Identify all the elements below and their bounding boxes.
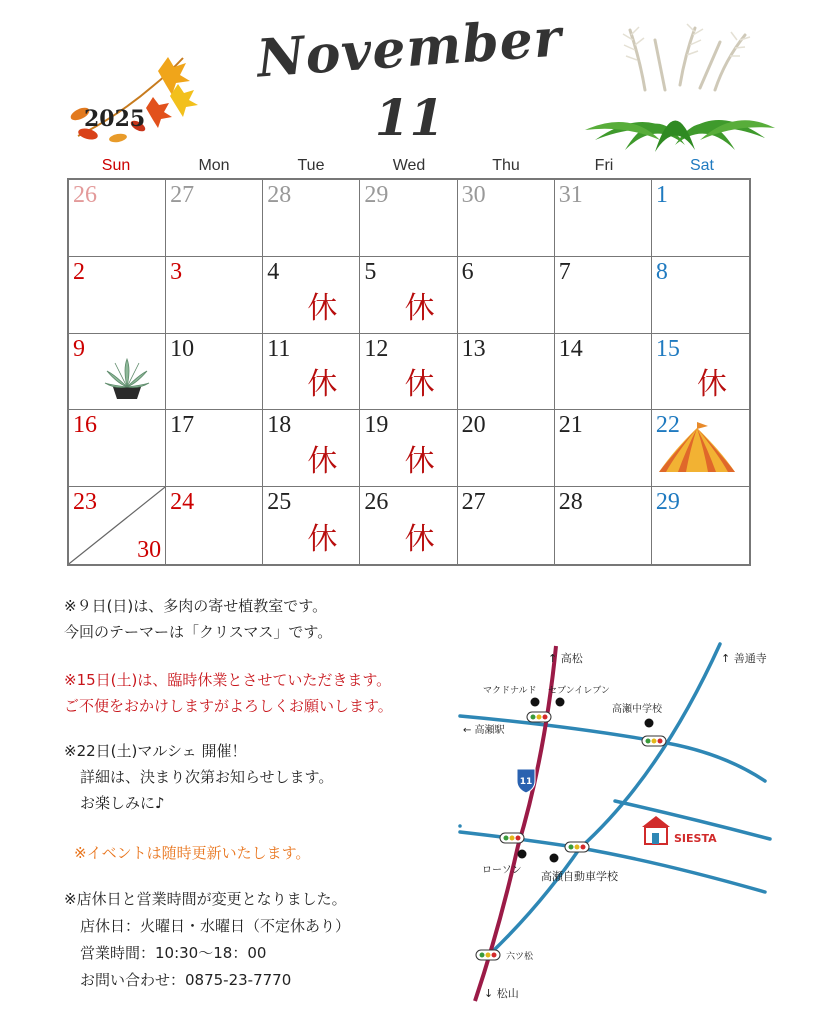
- day-number: 9: [73, 335, 85, 362]
- day-number: 19: [364, 412, 389, 439]
- day-cell: [458, 410, 555, 487]
- marche-note-line1: ※22日(土)マルシェ 開催！: [64, 742, 247, 760]
- day-number: 21: [558, 412, 583, 439]
- day-cell: [555, 180, 652, 257]
- day-cell: [263, 257, 360, 334]
- day-number: 10: [170, 335, 195, 362]
- calendar-grid: [67, 178, 751, 566]
- closure-note-line1: ※15日(土)は、臨時休業とさせていただきます。: [64, 671, 392, 689]
- closed-mark: 休: [404, 444, 435, 480]
- day-number: 4: [267, 258, 280, 285]
- map-label-matsuyama: ↓ 松山: [484, 987, 519, 1000]
- traffic-light-icon: [527, 712, 551, 722]
- closed-mark: 休: [307, 444, 338, 480]
- day-number: 31: [558, 182, 583, 208]
- closed-mark: 休: [697, 367, 727, 403]
- day-cell: [555, 410, 652, 487]
- day-cell: [166, 410, 263, 487]
- month-number: 11: [374, 88, 445, 147]
- day-number: 2: [73, 258, 85, 285]
- day-cell: [652, 180, 749, 257]
- seven-eleven-marker: [556, 698, 565, 707]
- day-cell: [69, 334, 166, 411]
- day-cell: [263, 180, 360, 257]
- day-number: 23: [73, 489, 97, 516]
- route-number: 11: [519, 777, 533, 787]
- day-number: 1: [655, 182, 668, 208]
- workshop-note-line1: ※９日(日)は、多肉の寄せ植教室です。: [64, 597, 328, 615]
- day-cell: [69, 257, 166, 334]
- day-cell: [69, 410, 166, 487]
- day-cell: [458, 180, 555, 257]
- closed-mark: 休: [404, 290, 435, 326]
- driving-school-marker: [550, 854, 559, 863]
- day-number: 3: [170, 258, 183, 285]
- day-number: 15: [655, 335, 680, 362]
- marche-note-line3: お楽しみに♪: [80, 794, 165, 812]
- day-number: 25: [267, 489, 292, 516]
- day-number: 8: [655, 258, 668, 285]
- traffic-light-icon: [476, 950, 500, 960]
- closed-days-line: 店休日：火曜日・水曜日（不定休あり）: [80, 917, 351, 935]
- day-cell: [360, 410, 457, 487]
- day-number: 29: [655, 489, 680, 516]
- weekday-wed: Wed: [392, 157, 426, 174]
- pampas-grass-icon: [585, 20, 775, 155]
- year-label: 2025: [84, 106, 146, 132]
- day-cell: [166, 334, 263, 411]
- day-number: 29: [364, 182, 389, 208]
- day-cell: [360, 334, 457, 411]
- business-hours-line: 営業時間：10:30〜18：00: [80, 944, 267, 962]
- day-number: 5: [364, 258, 377, 285]
- day-cell: [263, 334, 360, 411]
- closure-note: [64, 667, 393, 719]
- succulent-plant-icon: [103, 357, 151, 405]
- route-11-road: [475, 646, 556, 1001]
- access-map: [420, 636, 780, 1011]
- autumn-leaves-icon: [58, 46, 208, 156]
- map-label-zentsuji: ↑ 善通寺: [721, 652, 767, 665]
- closed-mark: 休: [404, 522, 435, 557]
- day-number: 7: [558, 258, 571, 285]
- closed-mark: 休: [404, 367, 435, 403]
- tent-icon: [656, 420, 738, 482]
- day-number: 28: [558, 489, 583, 516]
- day-cell: [652, 257, 749, 334]
- day-number: 16: [73, 412, 97, 439]
- map-label-shop: SIESTA: [674, 832, 717, 845]
- map-label-mcdonalds: マクドナルド: [483, 686, 537, 696]
- day-cell: [360, 257, 457, 334]
- day-number-secondary: 30: [137, 537, 162, 563]
- marche-note-line2: 詳細は、決まり次第お知らせします。: [80, 768, 334, 786]
- day-cell: [652, 410, 749, 487]
- day-cell: [458, 257, 555, 334]
- day-number: 12: [364, 335, 389, 362]
- day-number: 20: [461, 412, 486, 439]
- day-number: 24: [170, 489, 195, 516]
- weekday-mon: Mon: [198, 157, 230, 174]
- day-number: 22: [655, 412, 680, 439]
- day-cell: [263, 410, 360, 487]
- closed-mark: 休: [307, 290, 338, 326]
- day-cell: [166, 487, 263, 564]
- mcdonalds-marker: [531, 698, 540, 707]
- day-cell: [360, 180, 457, 257]
- day-cell: [69, 487, 166, 564]
- day-number: 13: [461, 335, 486, 362]
- traffic-light-icon: [500, 833, 524, 843]
- takase-jhs-marker: [645, 719, 654, 728]
- traffic-light-icon: [565, 842, 589, 852]
- day-number: 30: [461, 182, 486, 208]
- day-cell: [69, 180, 166, 257]
- day-cell: [555, 487, 652, 564]
- day-cell: [652, 487, 749, 564]
- closed-mark: 休: [307, 367, 338, 403]
- marche-note: [64, 738, 333, 816]
- map-label-mutsumatsu: 六ツ松: [506, 952, 534, 962]
- day-number: 28: [267, 182, 292, 208]
- day-number: 6: [461, 258, 474, 285]
- day-number: 26: [364, 489, 389, 516]
- day-cell: [166, 257, 263, 334]
- day-number: 26: [73, 182, 97, 208]
- day-cell: [263, 487, 360, 564]
- weekday-fri: Fri: [594, 157, 614, 174]
- day-number: 17: [170, 412, 195, 439]
- event-update-note: ※イベントは随時更新いたします。: [74, 844, 311, 862]
- workshop-note-line2: 今回のテーマーは「クリスマス」です。: [64, 623, 333, 641]
- map-label-lawson: ローソン: [482, 865, 522, 876]
- lawson-marker: [518, 850, 527, 859]
- closure-note-line2: ご不便をおかけしますがよろしくお願いします。: [64, 697, 393, 715]
- weekday-tue: Tue: [297, 157, 325, 174]
- hours-change-line: ※店休日と営業時間が変更となりました。: [64, 890, 347, 908]
- weekday-sat: Sat: [689, 157, 714, 174]
- weekday-sun: Sun: [101, 157, 131, 174]
- weekday-thu: Thu: [492, 157, 520, 174]
- day-cell: [458, 334, 555, 411]
- day-cell: [652, 334, 749, 411]
- day-number: 27: [461, 489, 486, 516]
- day-cell: [555, 257, 652, 334]
- month-name: November: [255, 7, 564, 90]
- day-number: 11: [267, 335, 291, 362]
- day-number: 27: [170, 182, 195, 208]
- day-cell: [360, 487, 457, 564]
- shop-house-icon: [642, 816, 670, 844]
- day-number: 14: [558, 335, 583, 362]
- day-cell: [458, 487, 555, 564]
- day-cell: [555, 334, 652, 411]
- workshop-note: [64, 593, 332, 645]
- road-horizontal-1: [460, 716, 765, 781]
- closed-mark: 休: [307, 522, 338, 557]
- day-number: 18: [267, 412, 292, 439]
- day-cell: [166, 180, 263, 257]
- map-label-driving-school: 高瀬自動車学校: [541, 870, 618, 883]
- map-label-takase-station: ← 高瀬駅: [463, 725, 505, 736]
- map-label-takamatsu: ↑ 高松: [548, 652, 583, 665]
- map-label-seven-eleven: セブンイレブン: [548, 686, 610, 696]
- traffic-light-icon: [642, 736, 666, 746]
- map-label-takase-jhs: 高瀬中学校: [612, 704, 662, 715]
- hours-note: [64, 886, 350, 994]
- contact-line: お問い合わせ：0875-23-7770: [80, 971, 292, 989]
